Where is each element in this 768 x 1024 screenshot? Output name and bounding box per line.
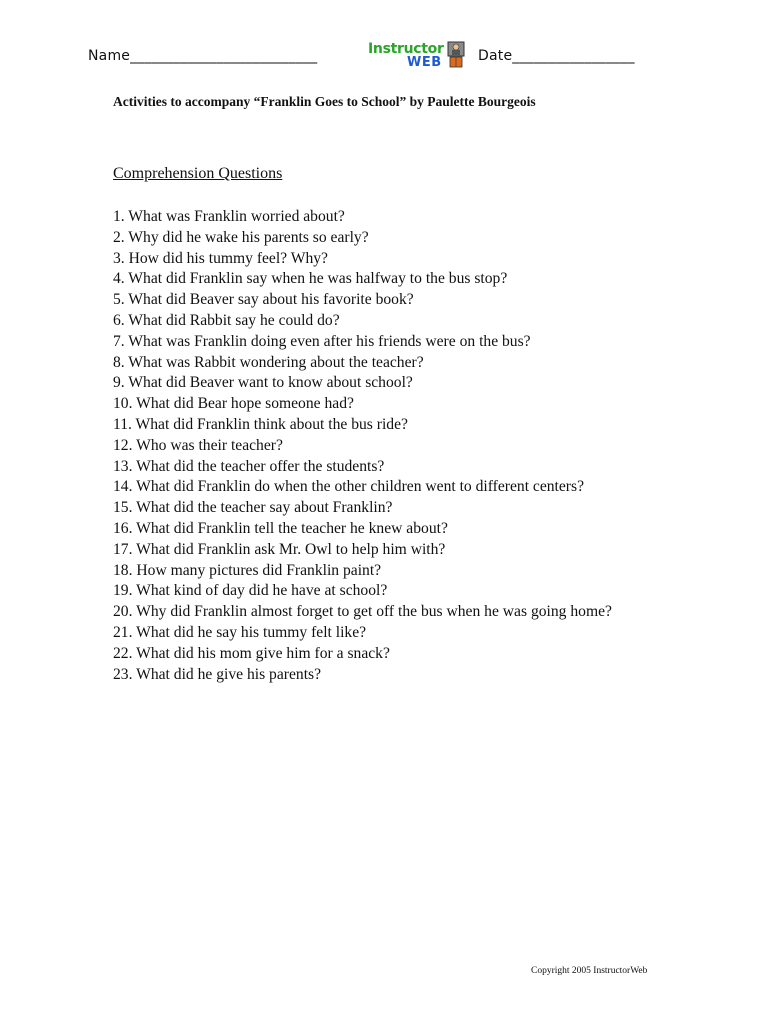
- question-item: 13. What did the teacher offer the students?: [113, 457, 385, 475]
- question-item: 2. Why did he wake his parents so early?: [113, 228, 369, 246]
- question-item: 1. What was Franklin worried about?: [113, 208, 345, 225]
- question-item: 10. What did Bear hope someone had?: [113, 395, 354, 413]
- question-item: 18. How many pictures did Franklin paint?: [113, 561, 382, 579]
- question-item: 20. Why did Franklin almost forget to get off the bus when he was going home?: [113, 603, 612, 621]
- question-item: 22. What did his mom give him for a snack?: [113, 644, 390, 662]
- question-item: 23. What did he give his parents?: [113, 665, 322, 683]
- teacher-figure-icon: [447, 41, 465, 69]
- question-item: 11. What did Franklin think about the bus ride?: [113, 415, 408, 433]
- logo-bottom-text: WEB: [407, 55, 442, 70]
- question-item: 14. What did Franklin do when the other children went to different centers?: [113, 478, 584, 496]
- question-item: 15. What did the teacher say about Franklin?: [113, 499, 393, 517]
- question-list: [113, 207, 653, 685]
- question-item: 19. What kind of day did he have at school?: [113, 582, 388, 600]
- question-item: 8. What was Rabbit wondering about the teacher?: [113, 353, 424, 371]
- worksheet-header: [88, 41, 668, 74]
- logo-top-text: Instructor: [368, 41, 444, 57]
- question-item: 16. What did Franklin tell the teacher he knew about?: [113, 519, 448, 537]
- copyright-notice: Copyright 2005 InstructorWeb: [531, 966, 648, 976]
- question-item: 21. What did he say his tummy felt like?: [113, 623, 367, 641]
- question-item: 9. What did Beaver want to know about school?: [113, 374, 413, 392]
- question-item: 6. What did Rabbit say he could do?: [113, 311, 340, 329]
- question-item: 17. What did Franklin ask Mr. Owl to help him with?: [113, 540, 446, 558]
- question-item: 7. What was Franklin doing even after his friends were on the bus?: [113, 332, 531, 350]
- question-item: 4. What did Franklin say when he was halfway to the bus stop?: [113, 270, 508, 288]
- question-item: 3. How did his tummy feel? Why?: [113, 249, 328, 267]
- question-item: 12. Who was their teacher?: [113, 436, 283, 454]
- worksheet-subtitle: Activities to accompany “Franklin Goes to School” by Paulette Bourgeois: [113, 94, 536, 109]
- instructorweb-logo: [368, 41, 468, 71]
- date-field-label: Date_________________: [478, 48, 635, 64]
- name-field-label: Name__________________________: [88, 48, 318, 64]
- section-heading: Comprehension Questions: [113, 165, 283, 182]
- question-item: 5. What did Beaver say about his favorite book?: [113, 291, 414, 309]
